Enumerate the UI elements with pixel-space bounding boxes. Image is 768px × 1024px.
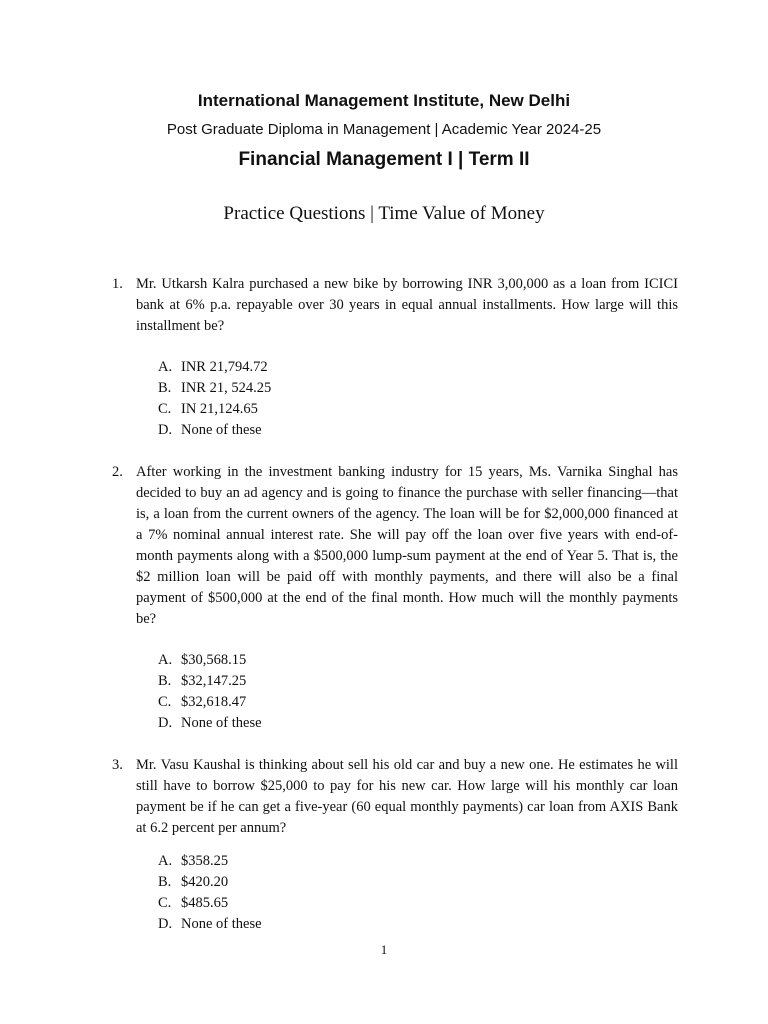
question-number: 3. — [112, 757, 123, 773]
institution-title: International Management Institute, New Delhi — [197, 91, 571, 110]
option-text: None of these — [181, 715, 262, 731]
question-text: After working in the investment banking industry for 15 years, Ms. Varnika Singhal has decided to buy an ad agency and is going to finance the purchase with seller financing—that is, a loan from the current owners of the agency. The loan will be for $2,000,000 financed at a 7% nominal annual interest rate. She will pay off the loan over five years with end-of-month payments along with a $500,000 lump-sum payment at the end of Year 5. That is, the $2 million loan will be paid off with monthly payments, and there will also be a final payment of $500,000 at the end of the final month. How much will the monthly payments be? — [136, 464, 678, 627]
option-letter: B. — [158, 673, 172, 689]
option-letter: A. — [158, 853, 173, 869]
document-subtitle: Practice Questions | Time Value of Money — [223, 203, 545, 224]
option-text: $32,147.25 — [181, 673, 247, 689]
option-letter: B. — [158, 380, 172, 396]
option-letter: C. — [158, 694, 172, 710]
question-number: 2. — [112, 464, 123, 480]
option-text: $420.20 — [181, 874, 229, 890]
option-letter: D. — [158, 715, 173, 731]
option-letter: A. — [158, 652, 173, 668]
option-letter: A. — [158, 359, 173, 375]
option-letter: D. — [158, 422, 173, 438]
option-text: $32,618.47 — [181, 694, 247, 710]
question-text: Mr. Utkarsh Kalra purchased a new bike by borrowing INR 3,00,000 as a loan from ICICI bank at 6% p.a. repayable over 30 years in equal annual installments. How large will this installment be? — [136, 276, 678, 334]
question-text: Mr. Vasu Kaushal is thinking about sell his old car and buy a new one. He estimates he will still have to borrow $25,000 to pay for his new car. How large will his monthly car loan payment be if he can get a five-year (60 equal monthly payments) car loan from AXIS Bank at 6.2 percent per annum? — [136, 757, 678, 836]
question-number: 1. — [112, 276, 123, 292]
option-text: $30,568.15 — [181, 652, 247, 668]
option-text: INR 21, 524.25 — [181, 380, 272, 396]
option-letter: B. — [158, 874, 172, 890]
option-text: IN 21,124.65 — [181, 401, 258, 417]
question-1 — [112, 274, 678, 337]
course-title: Financial Management I | Term II — [238, 149, 530, 170]
option-letter: C. — [158, 895, 172, 911]
option-text: None of these — [181, 916, 262, 932]
option-text: $358.25 — [181, 853, 229, 869]
program-line: Post Graduate Diploma in Management | Academic Year 2024-25 — [166, 121, 602, 138]
option-text: INR 21,794.72 — [181, 359, 268, 375]
option-letter: C. — [158, 401, 172, 417]
option-text: None of these — [181, 422, 262, 438]
option-letter: D. — [158, 916, 173, 932]
page-number: 1 — [380, 942, 388, 957]
option-text: $485.65 — [181, 895, 229, 911]
question-2 — [112, 462, 678, 630]
question-3 — [112, 755, 678, 839]
